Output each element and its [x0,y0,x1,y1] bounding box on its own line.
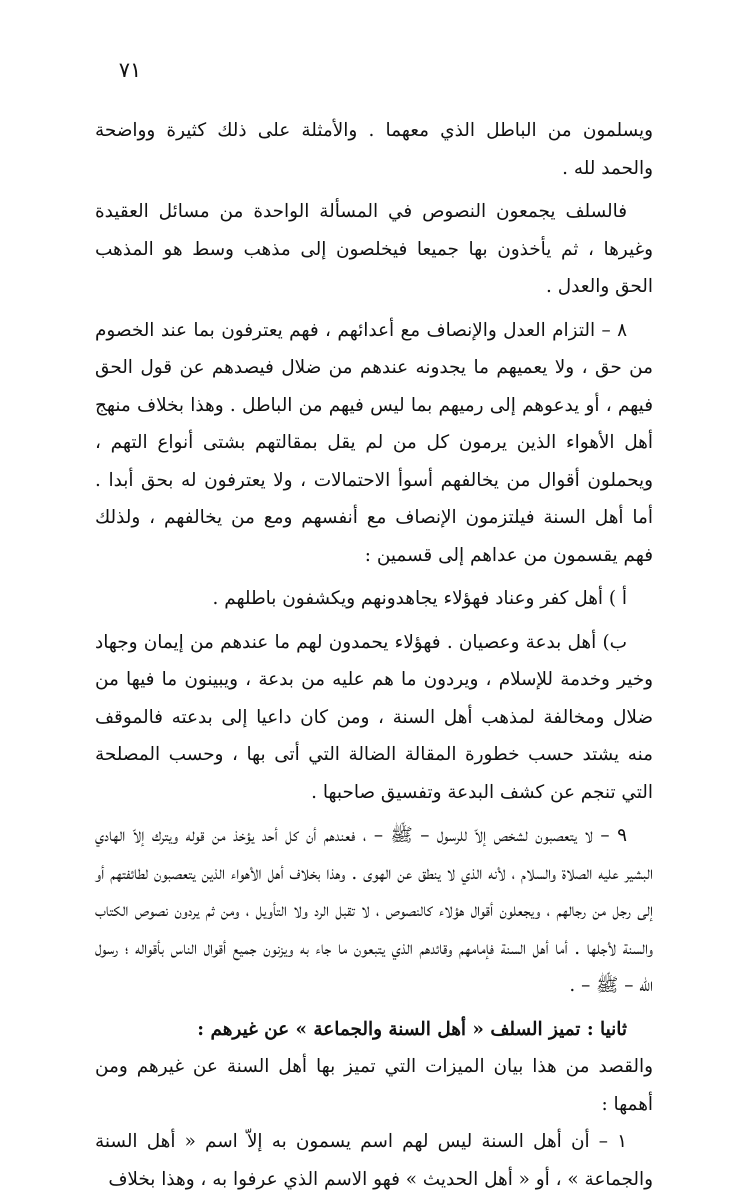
paragraph-7: والقصد من هذا بيان الميزات التي تميز بها أهل السنة عن غيرهم ومن أهمها : [95,1056,653,1115]
paragraph-5-item-b: ب) أهل بدعة وعصيان . فهؤلاء يحمدون لهم ما عندهم من إيمان وجهاد وخير وخدمة للإسلام ، ويردون ما هم عليه من بدعة ، ويبينون ما فيها من ضلال ومخالفة لمذهب أهل السنة ، ومن كان داعيا إلى بدعته فالموقف منه يشتد حسب خطورة المقالة الضالة التي أتى بها ، وحسب المصلحة التي تنجم عن كشف البدعة وتفسيق صاحبها . [95,631,653,803]
page-number: ٧١ [118,58,142,82]
paragraph-8-point-1: ١ – أن أهل السنة ليس لهم اسم يسمون به إلاّ اسم « أهل السنة والجماعة » ، أو « أهل الحديث » فهو الاسم الذي عرفوا به ، وهذا بخلاف [95,1131,653,1190]
paragraph-1: ويسلمون من الباطل الذي معهما . والأمثلة على ذلك كثيرة وواضحة والحمد لله . [95,120,653,179]
paragraph-6-point-9: ٩ – لا يتعصبون لشخص إلاّ للرسول – ﷺ – ، فعندهم أن كل أحد يؤخذ من قوله ويترك إلاّ الهادي البشير عليه الصلاة والسلام ، لأنه الذي لا ينطق عن الهوى . وهذا بخلاف أهل الأهواء الذين يتعصبون لطائفتهم أو إلى رجل من رجالهم ، ويجعلون أقوال هؤلاء كالنصوص ، لا تقبل الرد ولا التأويل ، ومن ثم يردون نصوص الكتاب والسنة لأجلها . أما أهل السنة فإمامهم وقائدهم الذي يتبعون ما جاء به ويزنون جميع أقوال الناس بأقواله ؛ رسول الله – ﷺ – . [95,825,653,996]
section-heading: ثانيا : تميز السلف « أهل السنة والجماعة » عن غيرهم : [197,1018,627,1040]
body-text [95,112,653,1204]
paragraph-3-point-8: ٨ – التزام العدل والإنصاف مع أعدائهم ، فهم يعترفون بما عند الخصوم من حق ، ولا يعميهم ما يجدونه عندهم من ضلال فيصدهم عن قول الحق فيهم ، أو يدعوهم إلى رميهم بما ليس فيهم من الباطل . وهذا بخلاف منهج أهل الأهواء الذين يرمون كل من لم يقل بمقالتهم بشتى أنواع التهم ، ويحملون أقوال من يخالفهم أسوأ الاحتمالات ، ولا يعترفون له بحق أبدا . أما أهل السنة فيلتزمون الإنصاف مع أنفسهم ومع من يخالفهم ، ولذلك فهم يقسمون من عداهم إلى قسمين : [95,319,653,566]
paragraph-4-item-a: أ ) أهل كفر وعناد فهؤلاء يجاهدونهم ويكشفون باطلهم . [212,588,627,609]
paragraph-2: فالسلف يجمعون النصوص في المسألة الواحدة من مسائل العقيدة وغيرها ، ثم يأخذون بها جميعا فيخلصون إلى مذهب وسط هو المذهب الحق والعدل . [95,201,653,297]
